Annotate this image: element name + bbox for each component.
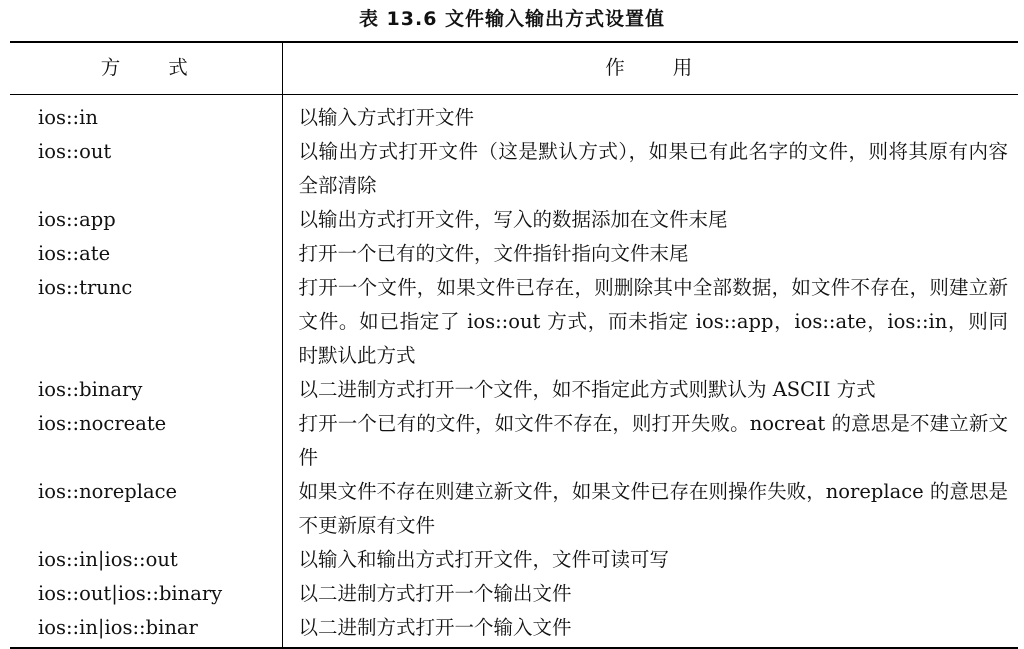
desc-cell: 以输入方式打开文件 [298, 105, 475, 129]
desc-cell: 以二进制方式打开一个输入文件 [298, 615, 572, 639]
table-row [10, 611, 1018, 648]
table-row [10, 543, 1018, 577]
mode-cell: ios::out|ios::binary [10, 577, 282, 611]
table-row [10, 373, 1018, 407]
mode-cell: ios::in|ios::binar [10, 611, 282, 648]
table-row [10, 577, 1018, 611]
desc-cell: 以输出方式打开文件，写入的数据添加在文件末尾 [298, 207, 728, 231]
desc-cell: 如果文件不存在则建立新文件，如果文件已存在则操作失败，noreplace 的意思是不更新原有文件 [298, 479, 1008, 537]
mode-cell: ios::nocreate [10, 407, 282, 475]
mode-cell: ios::in [10, 94, 282, 135]
desc-cell: 以输入和输出方式打开文件，文件可读可写 [298, 547, 670, 571]
desc-cell: 打开一个已有的文件，如文件不存在，则打开失败。nocreat 的意思是不建立新文件 [298, 411, 1008, 469]
table-header-row [10, 42, 1018, 94]
table-row [10, 135, 1018, 203]
table-row [10, 271, 1018, 373]
mode-cell: ios::app [10, 203, 282, 237]
mode-cell: ios::trunc [10, 271, 282, 373]
header-effect: 作 用 [605, 56, 696, 80]
table-row [10, 237, 1018, 271]
desc-cell: 打开一个已有的文件，文件指针指向文件末尾 [298, 241, 689, 265]
file-mode-table [10, 41, 1018, 649]
mode-cell: ios::noreplace [10, 475, 282, 543]
mode-cell: ios::binary [10, 373, 282, 407]
desc-cell: 以输出方式打开文件（这是默认方式），如果已有此名字的文件，则将其原有内容全部清除 [298, 139, 1008, 197]
mode-cell: ios::ate [10, 237, 282, 271]
table-caption: 表 13.6 文件输入输出方式设置值 [358, 8, 666, 30]
header-mode: 方 式 [10, 42, 282, 94]
mode-cell: ios::out [10, 135, 282, 203]
table-row [10, 407, 1018, 475]
desc-cell: 以二进制方式打开一个输出文件 [298, 581, 572, 605]
mode-cell: ios::in|ios::out [10, 543, 282, 577]
desc-cell: 以二进制方式打开一个文件，如不指定此方式则默认为 ASCII 方式 [298, 377, 876, 401]
desc-cell: 打开一个文件，如果文件已存在，则删除其中全部数据，如文件不存在，则建立新文件。如已指定了 ios::out 方式，而未指定 ios::app，ios::ate，ios::in，则同时默认此方式 [298, 275, 1008, 367]
table-row [10, 203, 1018, 237]
table-row [10, 475, 1018, 543]
table-row [10, 94, 1018, 135]
